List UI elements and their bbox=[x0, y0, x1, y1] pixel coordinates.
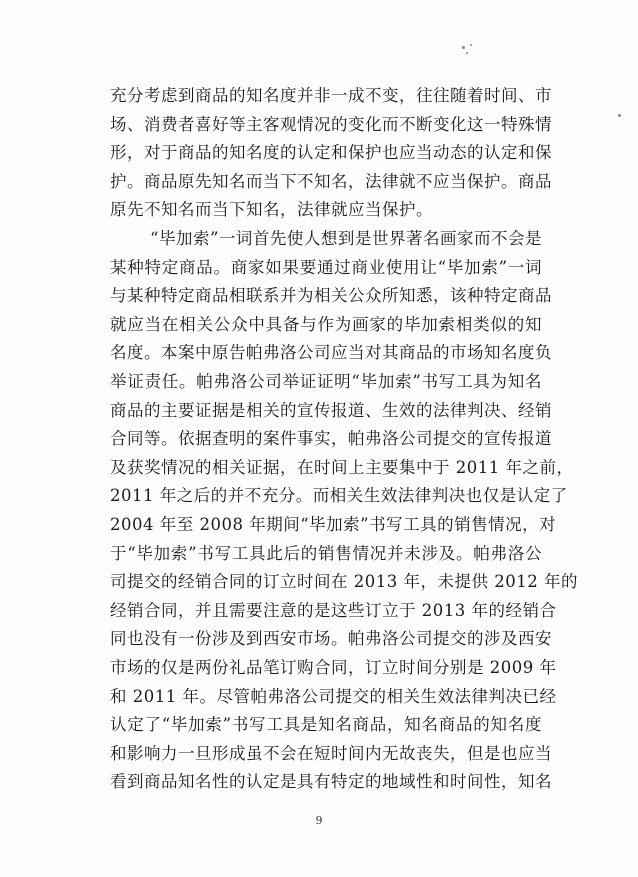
text-line: 2004 年至 2008 年期间“毕加索”书写工具的销售情况，对 bbox=[110, 515, 557, 534]
text-line: 和 2011 年。尽管帕弗洛公司提交的相关生效法律判决已经 bbox=[110, 686, 557, 706]
text-line: 原先不知名而当下知名，法律就应当保护。 bbox=[110, 200, 433, 220]
scan-speck bbox=[618, 114, 621, 117]
text-line: 于“毕加索”书写工具此后的销售情况并未涉及。帕弗洛公 bbox=[110, 543, 542, 563]
text-line: 商品的主要证据是相关的宣传报道、生效的法律判决、经销 bbox=[110, 400, 552, 420]
scan-speck bbox=[466, 52, 468, 54]
text-line: 某种特定商品。商家如果要通过商业使用让“毕加索”一词 bbox=[110, 257, 542, 277]
text-line: 护。商品原先知名而当下不知名，法律就不应当保护。商品 bbox=[110, 171, 552, 191]
scan-speck bbox=[462, 46, 465, 49]
text-line: 与某种特定商品相联系并为相关公众所知悉，该种特定商品 bbox=[110, 286, 552, 306]
text-line: 名度。本案中原告帕弗洛公司应当对其商品的市场知名度负 bbox=[110, 343, 552, 363]
text-line: 形，对于商品的知名度的认定和保护也应当动态的认定和保 bbox=[110, 143, 552, 163]
text-line: 经销合同，并且需要注意的是这些订立于 2013 年的经销合 bbox=[110, 600, 557, 620]
text-line: 场、消费者喜好等主客观情况的变化而不断变化这一特殊情 bbox=[110, 114, 552, 134]
page-number: 9 bbox=[315, 814, 323, 827]
text-line: 和影响力一旦形成虽不会在短时间内无故丧失，但是也应当 bbox=[110, 743, 552, 763]
paragraph-first-line: “毕加索”一词首先使人想到是世界著名画家而不会是 bbox=[150, 229, 542, 248]
text-line: 举证责任。帕弗洛公司举证证明“毕加索”书写工具为知名 bbox=[110, 372, 542, 391]
text-line: 合同等。依据查明的案件事实，帕弗洛公司提交的宣传报道 bbox=[110, 429, 552, 449]
text-line: 司提交的经销合同的订立时间在 2013 年，未提供 2012 年的 bbox=[110, 572, 578, 592]
text-line: 认定了“毕加索”书写工具是知名商品，知名商品的知名度 bbox=[110, 715, 542, 735]
text-line: 及获奖情况的相关证据，在时间上主要集中于 2011 年之前， bbox=[110, 457, 574, 477]
text-line: 同也没有一份涉及到西安市场。帕弗洛公司提交的涉及西安 bbox=[110, 629, 552, 649]
text-line: 市场的仅是两份礼品笔订购合同，订立时间分别是 2009 年 bbox=[110, 658, 557, 677]
scan-speck bbox=[470, 44, 472, 46]
text-line: 就应当在相关公众中具备与作为画家的毕加索相类似的知 bbox=[110, 314, 542, 334]
text-line: 2011 年之后的并不充分。而相关生效法律判决也仅是认定了 bbox=[110, 486, 568, 506]
text-line: 看到商品知名性的认定是具有特定的地域性和时间性，知名 bbox=[110, 772, 552, 792]
text-line: 充分考虑到商品的知名度并非一成不变，往往随着时间、市 bbox=[110, 86, 552, 105]
